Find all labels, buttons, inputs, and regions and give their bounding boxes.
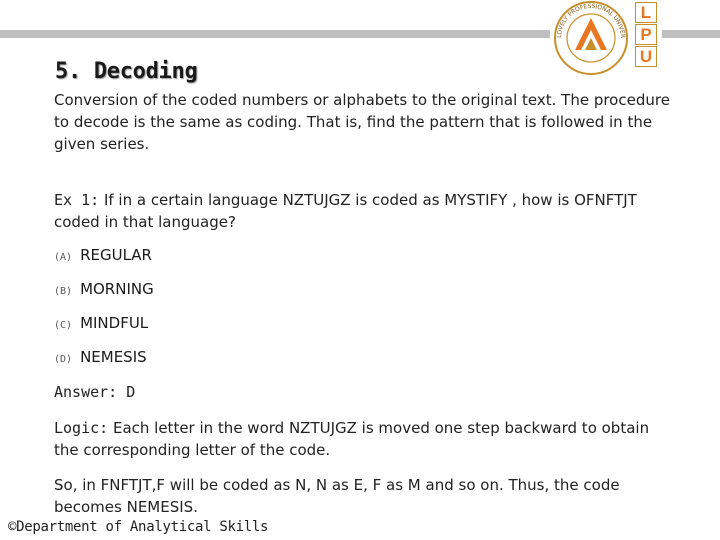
logic-paragraph xyxy=(54,417,654,461)
logic-text: Each letter in the word NZTUJGZ is moved one step backward to obtain the corresponding letter of the code. xyxy=(54,419,650,459)
option-label: (A) xyxy=(54,252,73,263)
option-text: MINDFUL xyxy=(80,314,149,332)
example-question xyxy=(54,189,654,233)
header-bar xyxy=(0,30,550,38)
option-text: REGULAR xyxy=(80,246,152,264)
intro-paragraph: Conversion of the coded numbers or alphabets to the original text. The procedure to decode is the same as coding. That is, find the pattern that is followed in the given series. xyxy=(54,91,670,153)
logo-letter-l: L xyxy=(635,2,657,23)
logic-label: Logic: xyxy=(54,419,109,437)
option-label: (B) xyxy=(54,286,73,297)
answer-text: Answer: D xyxy=(54,383,136,401)
option-c xyxy=(54,314,148,332)
option-d xyxy=(54,348,147,366)
logo-letter-u: U xyxy=(635,46,657,67)
university-seal-logo xyxy=(553,0,629,76)
example-label: Ex 1: xyxy=(54,191,100,209)
option-a xyxy=(54,246,152,264)
option-b xyxy=(54,280,154,298)
logo-letter-p: P xyxy=(635,24,657,45)
svg-text:LOVELY PROFESSIONAL UNIVERSITY: LOVELY PROFESSIONAL UNIVER xyxy=(555,2,627,39)
option-text: MORNING xyxy=(80,280,154,298)
option-label: (D) xyxy=(54,354,73,365)
header-bar-right xyxy=(662,30,720,38)
option-text: NEMESIS xyxy=(80,348,147,366)
example-text: If in a certain language NZTUJGZ is coded as MYSTIFY , how is OFNFTJT coded in that language? xyxy=(54,191,637,231)
footer-copyright: ©Department of Analytical Skills xyxy=(8,519,269,535)
lpu-letters-logo xyxy=(635,2,657,68)
page-title: 5. Decoding xyxy=(55,59,198,84)
conclusion-paragraph: So, in FNFTJT,F will be coded as N, N as E, F as M and so on. Thus, the code becomes NEMESIS. xyxy=(54,476,620,516)
option-label: (C) xyxy=(54,320,73,331)
